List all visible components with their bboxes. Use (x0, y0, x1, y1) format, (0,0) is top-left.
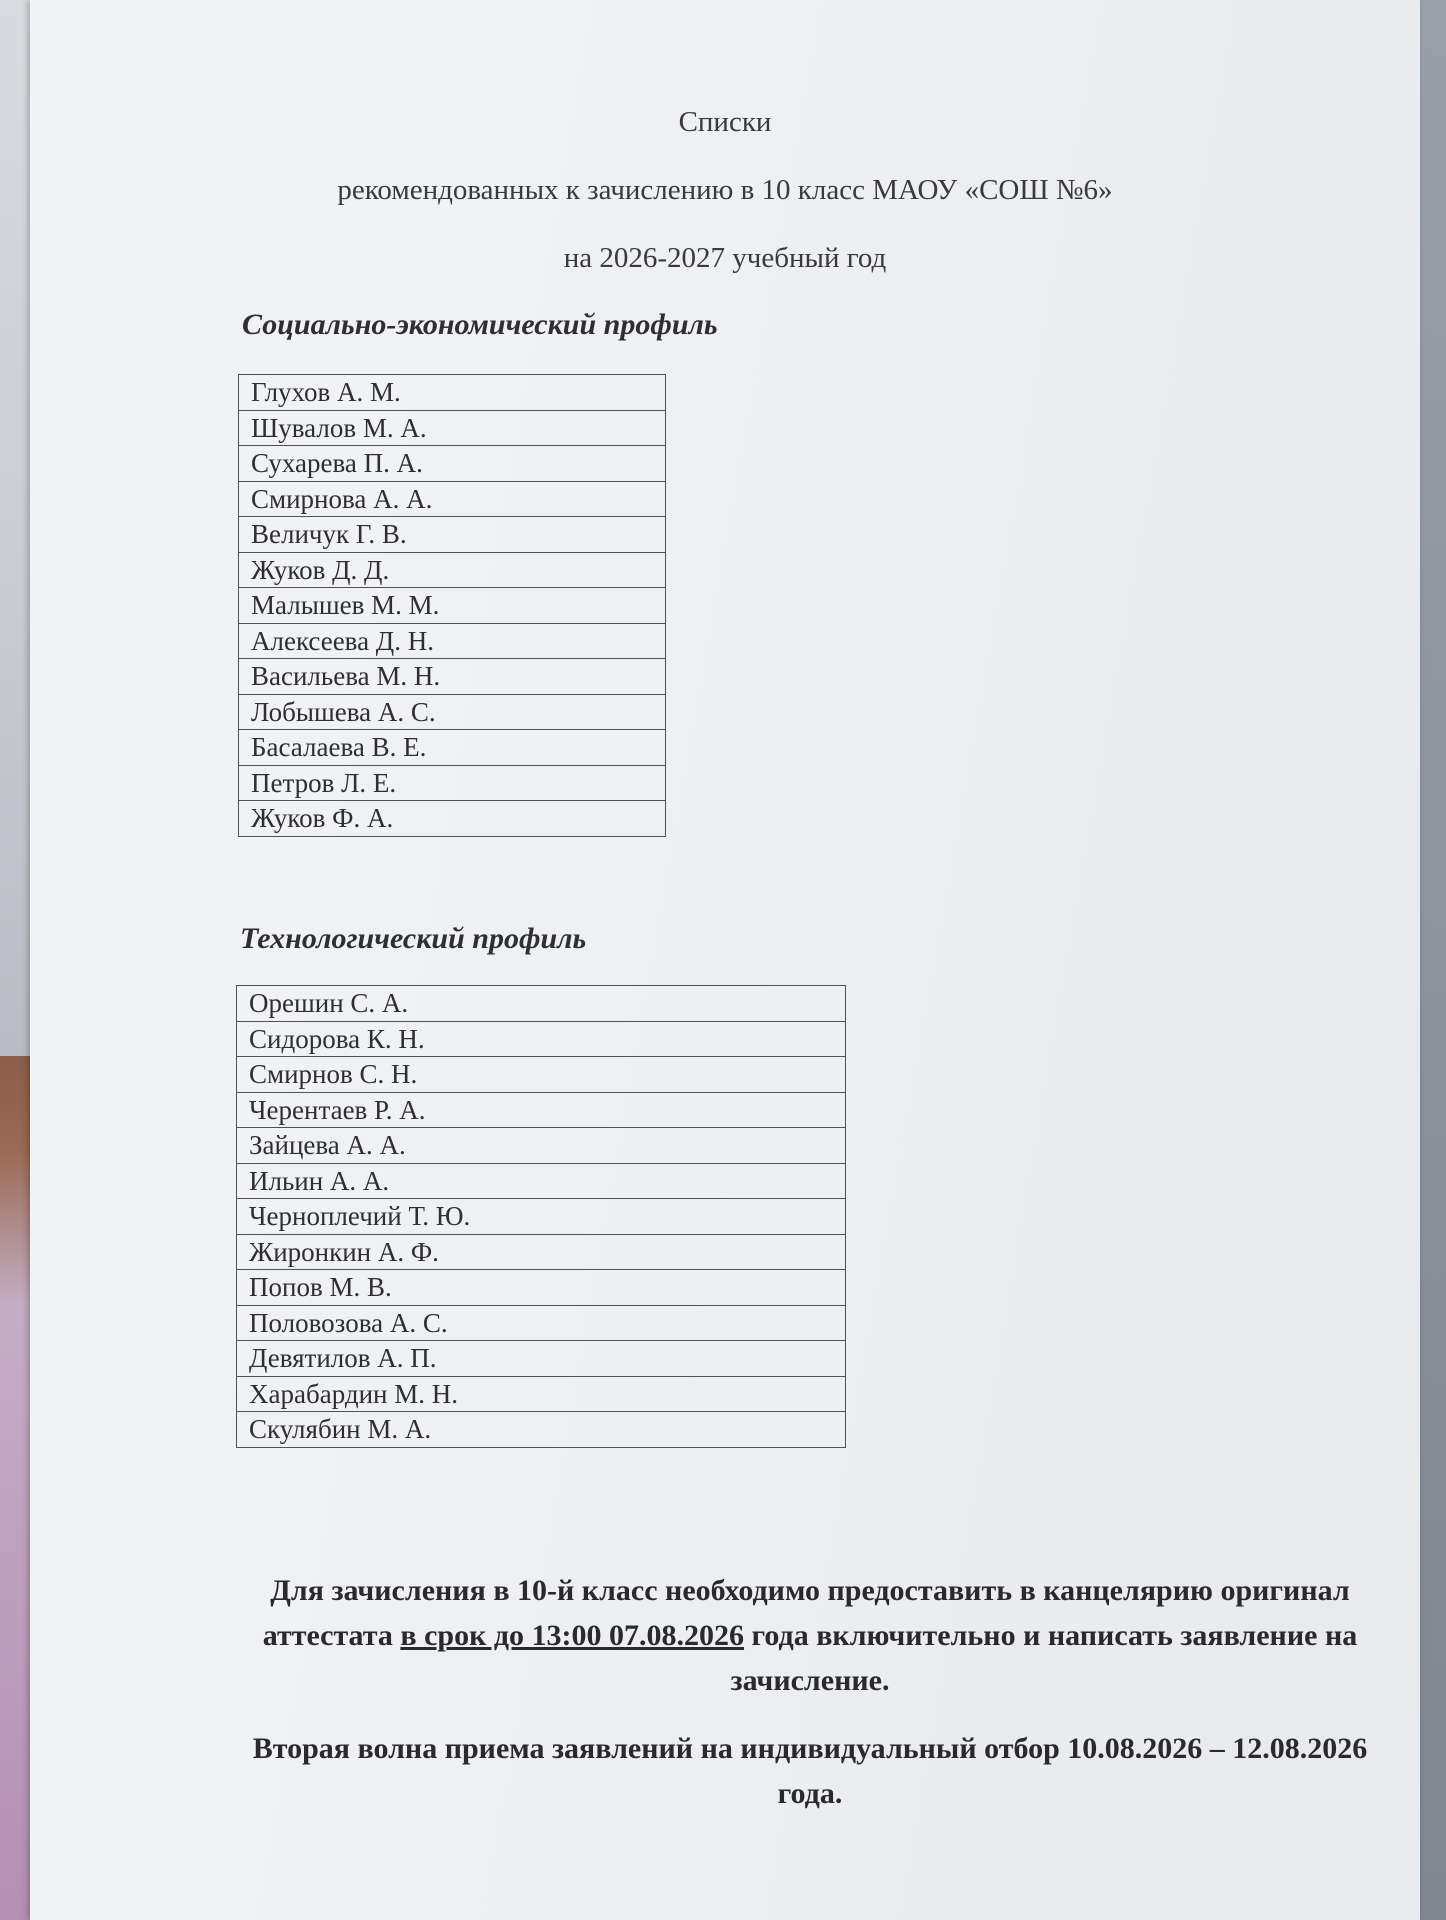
table-row (239, 552, 666, 588)
student-name: Смирнов С. Н. (237, 1057, 846, 1093)
technological-list (236, 985, 846, 1448)
table-row (237, 1412, 846, 1448)
table-row (237, 986, 846, 1022)
student-name: Жиронкин А. Ф. (237, 1234, 846, 1270)
student-name: Орешин С. А. (237, 986, 846, 1022)
table-row (237, 1234, 846, 1270)
table-row (239, 623, 666, 659)
table-row (237, 1199, 846, 1235)
student-name: Зайцева А. А. (237, 1128, 846, 1164)
student-name: Жуков Д. Д. (239, 552, 666, 588)
table-row (237, 1128, 846, 1164)
student-name: Жуков Ф. А. (239, 801, 666, 837)
table-row (239, 659, 666, 695)
table-row (237, 1305, 846, 1341)
notice-text-start: Для зачисления в 10-й класс необходимо предоставить в канцелярию оригинал аттестата (262, 1574, 1350, 1652)
table-row (239, 694, 666, 730)
table-row (237, 1376, 846, 1412)
student-name: Лобышева А. С. (239, 694, 666, 730)
document-title: Списки (678, 106, 772, 138)
table-row (237, 1341, 846, 1377)
table-row (237, 1163, 846, 1199)
table-row (239, 375, 666, 411)
student-name: Смирнова А. А. (239, 481, 666, 517)
student-name: Малышев М. М. (239, 588, 666, 624)
student-name: Ильин А. А. (237, 1163, 846, 1199)
table-row (237, 1270, 846, 1306)
student-name: Шувалов М. А. (239, 410, 666, 446)
section-title-socio-economic: Социально-экономический профиль (242, 308, 718, 341)
student-name: Половозова А. С. (237, 1305, 846, 1341)
student-name: Девятилов А. П. (237, 1341, 846, 1377)
student-name: Величук Г. В. (239, 517, 666, 553)
student-name: Васильева М. Н. (239, 659, 666, 695)
student-name: Сидорова К. Н. (237, 1021, 846, 1057)
socio-economic-list (238, 374, 666, 837)
table-row (237, 1092, 846, 1128)
academic-year: на 2026-2027 учебный год (563, 242, 887, 274)
notice-deadline: в срок до 13:00 07.08.2026 (400, 1619, 745, 1652)
student-name: Скулябин М. А. (237, 1412, 846, 1448)
enrollment-notice (230, 1568, 1390, 1703)
table-row (239, 410, 666, 446)
student-name: Петров Л. Е. (239, 765, 666, 801)
table-row (239, 765, 666, 801)
table-row (239, 730, 666, 766)
table-row (239, 801, 666, 837)
table-row (239, 588, 666, 624)
student-name: Черноплечий Т. Ю. (237, 1199, 846, 1235)
student-name: Алексеева Д. Н. (239, 623, 666, 659)
section-title-technological: Технологический профиль (240, 922, 587, 955)
table-row (237, 1021, 846, 1057)
document-subtitle: рекомендованных к зачислению в 10 класс МАОУ «СОШ №6» (337, 174, 1113, 206)
table-row (239, 517, 666, 553)
student-name: Сухарева П. А. (239, 446, 666, 482)
student-name: Черентаев Р. А. (237, 1092, 846, 1128)
second-wave-notice: Вторая волна приема заявлений на индивидуальный отбор 10.08.2026 – 12.08.2026 года. (252, 1732, 1368, 1810)
student-name: Харабардин М. Н. (237, 1376, 846, 1412)
document-sheet (30, 0, 1420, 1920)
notice-text-end: года включительно и написать заявление на зачисление. (730, 1619, 1358, 1697)
student-name: Попов М. В. (237, 1270, 846, 1306)
table-row (239, 446, 666, 482)
table-row (237, 1057, 846, 1093)
student-name: Басалаева В. Е. (239, 730, 666, 766)
table-row (239, 481, 666, 517)
student-name: Глухов А. М. (239, 375, 666, 411)
